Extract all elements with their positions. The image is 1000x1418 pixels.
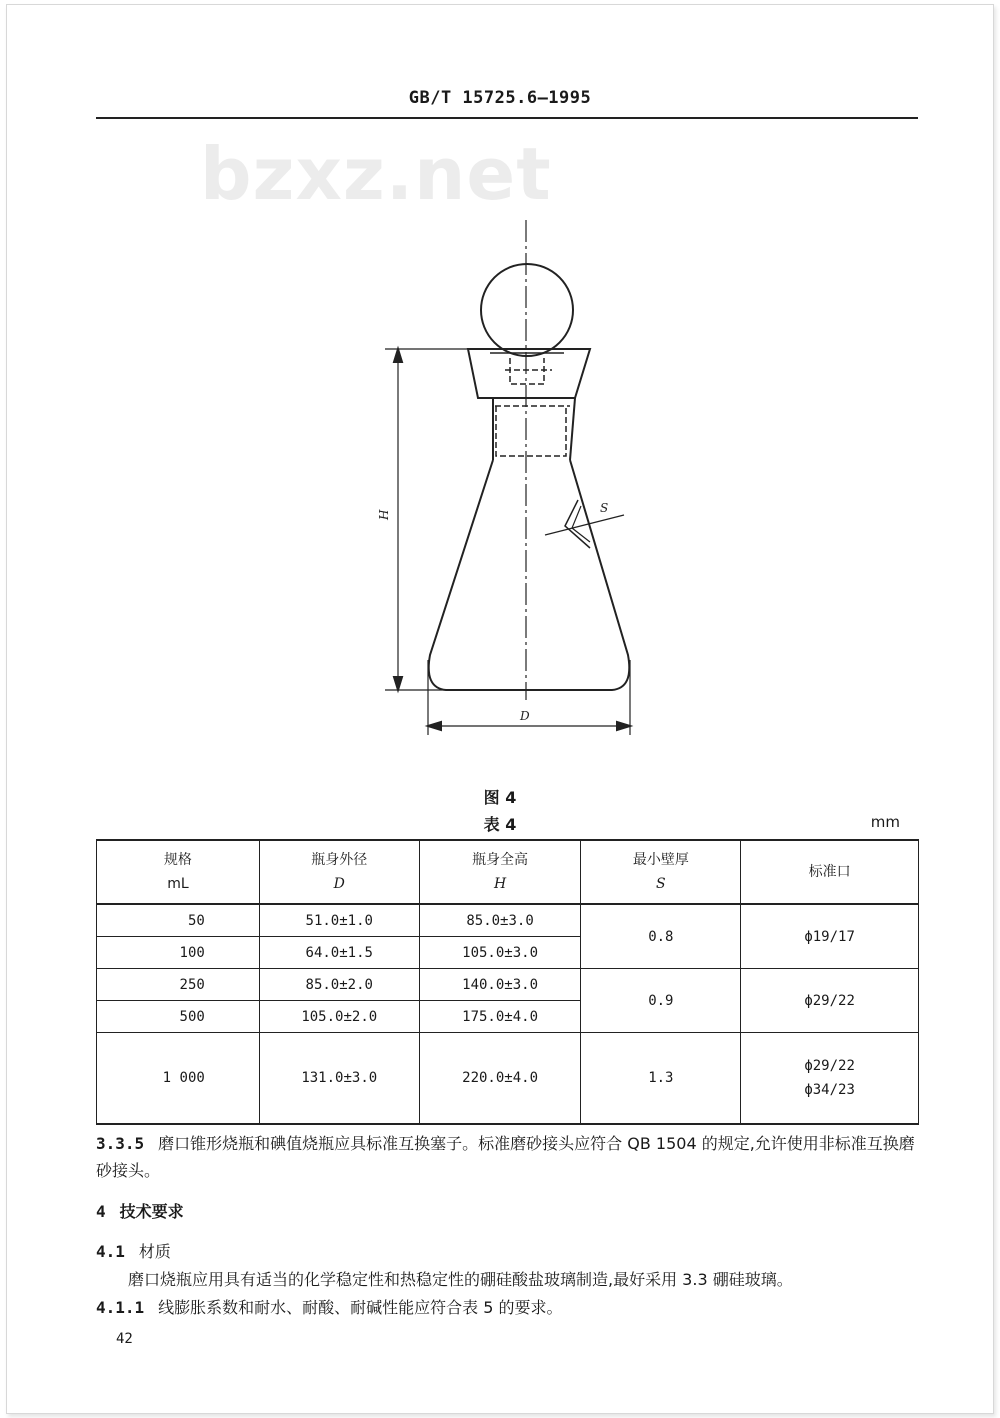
table-row	[97, 1033, 919, 1125]
cell-diameter: 85.0±2.0	[259, 969, 419, 1001]
header-thickness: 最小壁厚 S	[581, 840, 741, 904]
cell-height: 85.0±3.0	[419, 904, 581, 937]
diameter-label: D	[520, 709, 530, 723]
spec-table	[96, 839, 919, 1125]
cell-height: 105.0±3.0	[419, 937, 581, 969]
table-caption: 表 4	[483, 815, 517, 834]
cell-height: 175.0±4.0	[419, 1001, 581, 1033]
table-row	[97, 969, 919, 1001]
cell-diameter: 105.0±2.0	[259, 1001, 419, 1033]
standard-code-header: GB/T 15725.6—1995	[408, 88, 592, 108]
cell-diameter: 131.0±3.0	[259, 1033, 419, 1125]
cell-spec: 100	[97, 937, 260, 969]
header-diameter: 瓶身外径 D	[259, 840, 419, 904]
cell-joint: ϕ19/17	[741, 904, 919, 969]
unit-label: mm	[870, 813, 900, 831]
cell-joint: ϕ29/22	[741, 969, 919, 1033]
cell-diameter: 51.0±1.0	[259, 904, 419, 937]
page-number: 42	[116, 1331, 133, 1347]
cell-thickness: 0.9	[581, 969, 741, 1033]
table-header-row	[97, 840, 919, 904]
cell-height: 220.0±4.0	[419, 1033, 581, 1125]
table-row	[97, 904, 919, 937]
header-joint: 标准口	[741, 840, 919, 904]
cell-spec: 250	[97, 969, 260, 1001]
thickness-label: S	[600, 501, 609, 515]
cell-thickness: 1.3	[581, 1033, 741, 1125]
header-height: 瓶身全高 H	[419, 840, 581, 904]
watermark: bzxz.net	[200, 132, 552, 216]
section-4-1-text: 磨口烧瓶应用具有适当的化学稳定性和热稳定性的硼硅酸盐玻璃制造,最好采用 3.3 硼硅玻璃。	[128, 1270, 793, 1289]
cell-spec: 50	[97, 904, 260, 937]
header-spec: 规格 mL	[97, 840, 260, 904]
stopper-ball	[481, 264, 573, 356]
cell-spec: 500	[97, 1001, 260, 1033]
flask-body	[429, 460, 630, 690]
cell-joint: ϕ29/22 ϕ34/23	[741, 1033, 919, 1125]
section-4-1-heading: 4.1 材质	[96, 1242, 171, 1261]
cell-height: 140.0±3.0	[419, 969, 581, 1001]
figure-caption: 图 4	[483, 788, 517, 807]
section-3-3-5: 3.3.5 磨口锥形烧瓶和碘值烧瓶应具标准互换塞子。标准磨砂接头应符合 QB 1504 的规定,允许使用非标准互换磨砂接头。	[96, 1134, 915, 1180]
cell-diameter: 64.0±1.5	[259, 937, 419, 969]
section-4-heading: 4 技术要求	[96, 1202, 184, 1221]
cell-thickness: 0.8	[581, 904, 741, 969]
height-label: H	[377, 509, 391, 520]
cell-spec: 1 000	[97, 1033, 260, 1125]
section-4-1-1: 4.1.1 线膨胀系数和耐水、耐酸、耐碱性能应符合表 5 的要求。	[96, 1298, 563, 1317]
